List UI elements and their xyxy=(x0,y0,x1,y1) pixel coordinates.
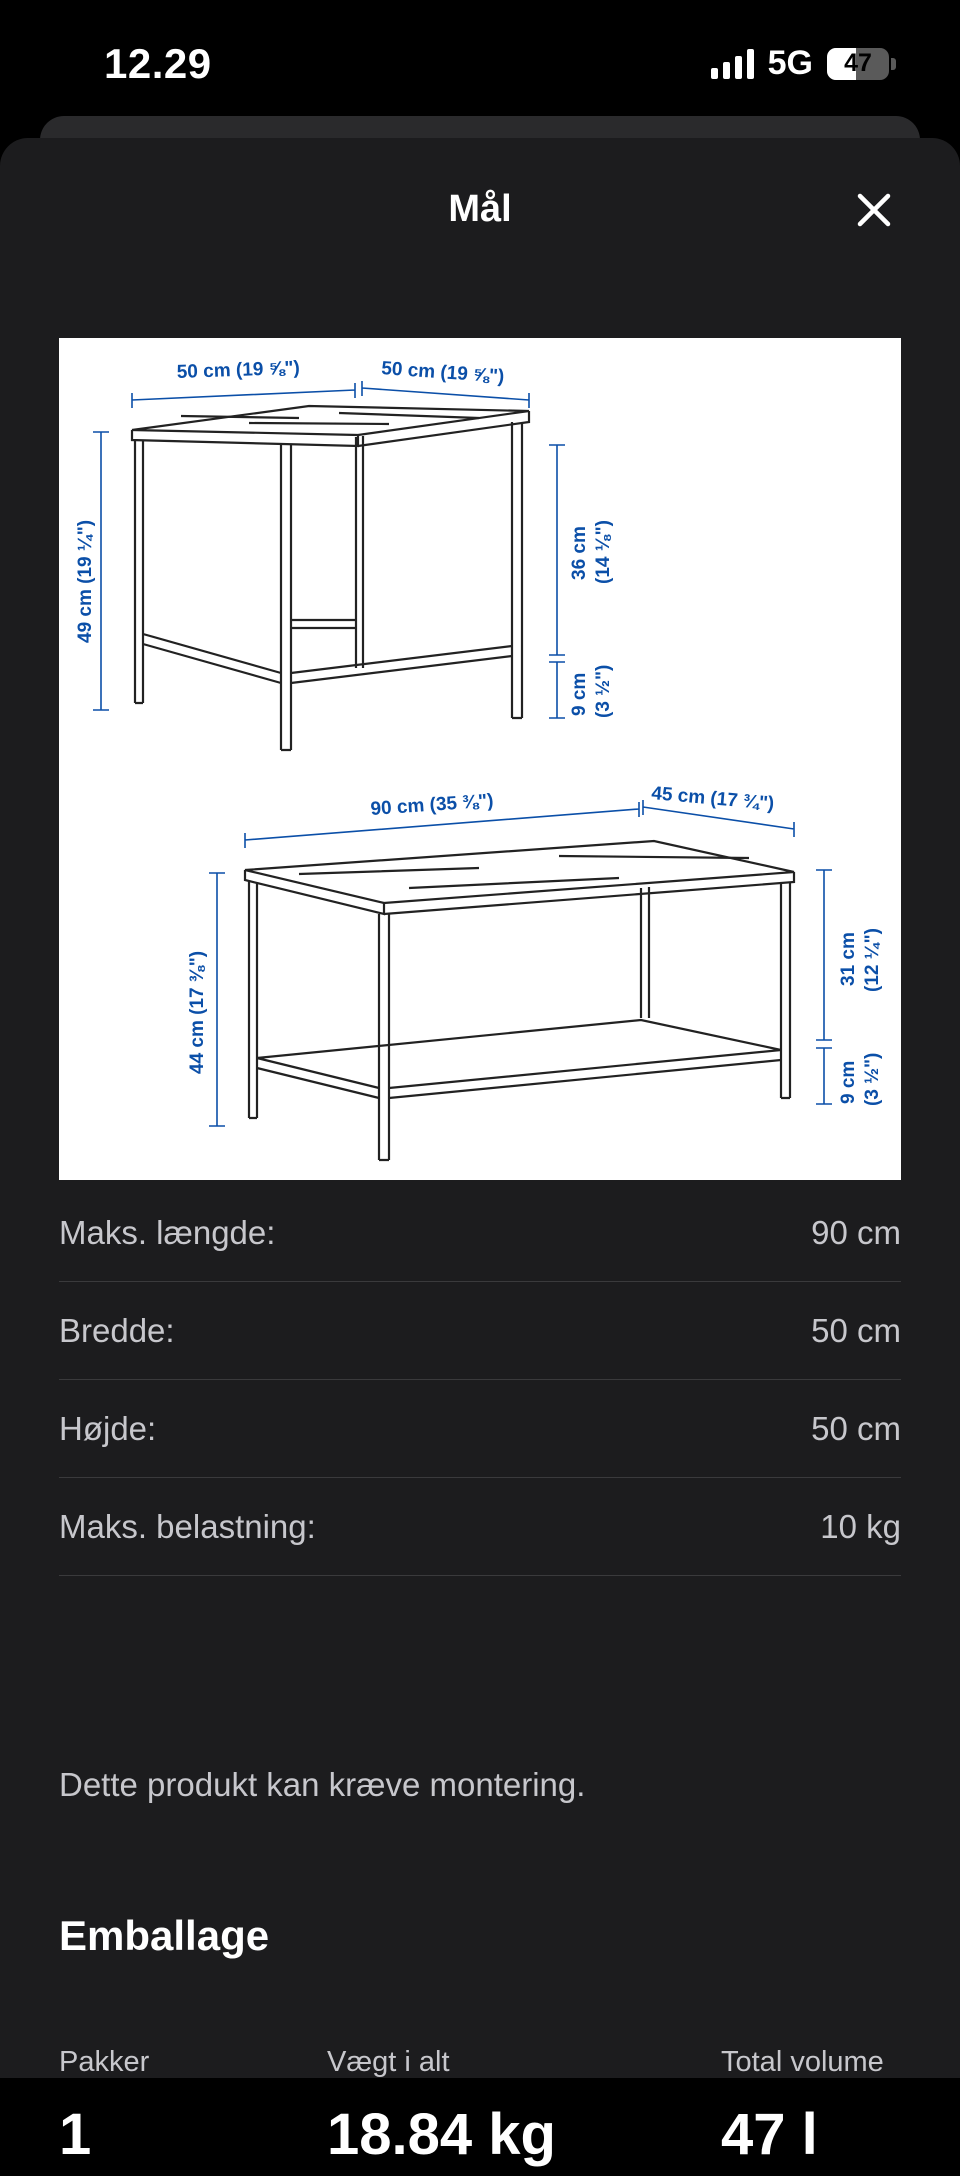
close-button[interactable] xyxy=(852,188,896,232)
bottom-height-label: 44 cm (17 ⅜") xyxy=(187,950,208,1074)
packages-label: Pakker xyxy=(59,2046,150,2078)
bottom-lower-clearance-cm: 9 cm xyxy=(838,1060,859,1104)
top-upper-clearance-in: (14 ⅛") xyxy=(593,520,614,584)
weight-label: Vægt i alt xyxy=(327,2046,450,2078)
packages-info xyxy=(59,2046,149,2168)
top-lower-clearance-cm: 9 cm xyxy=(569,672,590,716)
assembly-note: Dette produkt kan kræve montering. xyxy=(59,1766,586,1803)
spec-label: Højde: xyxy=(59,1409,157,1447)
spec-list xyxy=(59,1184,901,1576)
spec-value: 10 kg xyxy=(820,1507,901,1545)
top-upper-clearance-cm: 36 cm xyxy=(569,526,590,580)
dimensions-sheet xyxy=(0,138,960,2167)
weight-info xyxy=(327,2046,556,2168)
volume-label: Total volume xyxy=(721,2046,884,2078)
top-table-drawing xyxy=(132,406,529,750)
bottom-width-label: 90 cm (35 ⅜") xyxy=(369,790,495,820)
top-depth-label: 50 cm (19 ⅝") xyxy=(380,358,505,388)
spec-row-height xyxy=(59,1380,901,1478)
spec-value: 50 cm xyxy=(811,1311,901,1349)
top-height-label: 49 cm (19 ¼") xyxy=(75,519,96,643)
spec-label: Bredde: xyxy=(59,1311,175,1349)
bottom-table-drawing xyxy=(245,841,794,1160)
spec-value: 90 cm xyxy=(811,1213,901,1251)
status-bar xyxy=(0,0,960,120)
spec-value: 50 cm xyxy=(811,1409,901,1447)
spec-row-max-length xyxy=(59,1184,901,1282)
battery-level: 47 xyxy=(844,49,872,77)
status-time: 12.29 xyxy=(104,40,212,87)
packages-value: 1 xyxy=(59,2102,92,2167)
sheet-title: Mål xyxy=(448,188,512,230)
sheet-header xyxy=(0,138,960,282)
top-width-label: 50 cm (19 ⅝") xyxy=(176,357,301,383)
spec-label: Maks. belastning: xyxy=(59,1507,316,1545)
packaging-info xyxy=(59,2046,901,2176)
bottom-depth-label: 45 cm (17 ¾") xyxy=(650,783,776,815)
weight-value: 18.84 kg xyxy=(327,2102,556,2167)
bottom-upper-clearance-in: (12 ¼") xyxy=(862,928,883,992)
top-lower-clearance-in: (3 ½") xyxy=(593,664,614,718)
dimension-diagram xyxy=(59,338,901,1180)
bottom-upper-clearance-cm: 31 cm xyxy=(838,932,859,986)
volume-info xyxy=(721,2046,884,2168)
bottom-lower-clearance-in: (3 ½") xyxy=(862,1052,883,1106)
spec-row-width xyxy=(59,1282,901,1380)
top-table-dimensions xyxy=(75,358,614,718)
network-type: 5G xyxy=(767,44,813,82)
battery-cap xyxy=(891,58,896,70)
volume-value: 47 l xyxy=(721,2102,818,2167)
packaging-title: Emballage xyxy=(59,1912,270,1959)
status-indicators xyxy=(711,44,896,83)
spec-row-max-load xyxy=(59,1478,901,1576)
spec-label: Maks. længde: xyxy=(59,1213,276,1251)
close-icon xyxy=(856,192,892,228)
signal-strength-icon xyxy=(711,49,754,79)
battery-icon xyxy=(827,48,889,80)
